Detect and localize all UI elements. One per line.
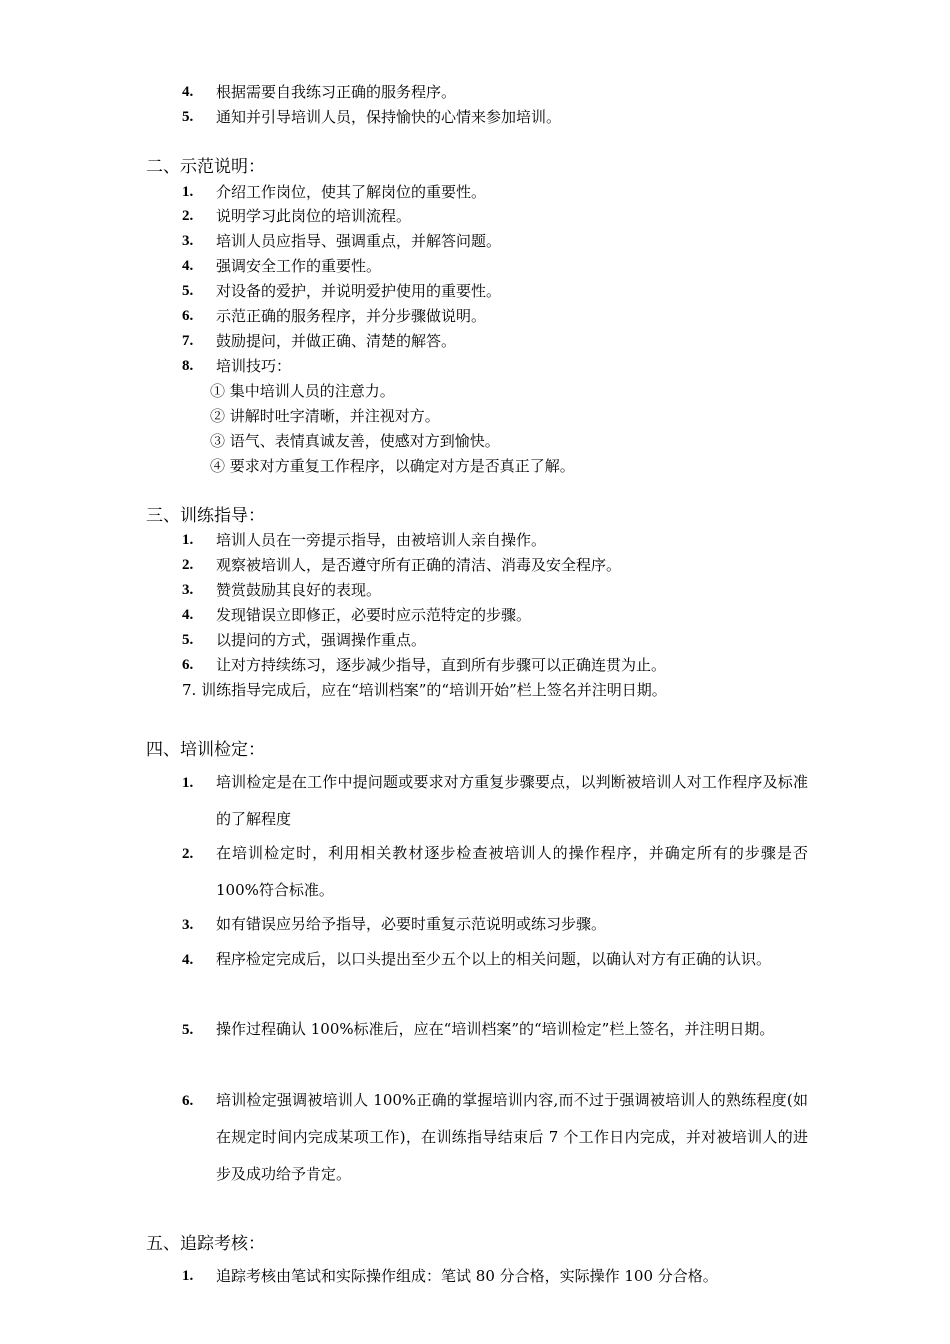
list-text: 说明学习此岗位的培训流程。 <box>216 207 412 225</box>
list-number: 3. <box>182 233 194 249</box>
list-text: 培训技巧： <box>216 357 292 375</box>
list-number: 6. <box>182 657 194 673</box>
list-text: 强调安全工作的重要性。 <box>216 257 382 275</box>
list-text: 操作过程确认 100%标准后，应在“培训档案”的“培训检定”栏上签名，并注明日期。 <box>216 1020 775 1038</box>
list-text: 示范正确的服务程序，并分步骤做说明。 <box>216 307 487 325</box>
section-heading: 四、培训检定： <box>146 740 265 760</box>
list-text: 让对方持续练习，逐步减少指导，直到所有步骤可以正确连贯为止。 <box>216 656 667 674</box>
list-number: 2. <box>182 846 194 862</box>
list-number: 1. <box>182 532 194 548</box>
list-item: 7. 训练指导完成后，应在“培训档案”的“培训开始”栏上签名并注明日期。 <box>182 681 667 699</box>
list-text: 培训检定强调被培训人 100%正确的掌握培训内容,而不过于强调被培训人的熟练程度(如在规定时间内完成某项工作)，在训练指导结束后 7 个工作日内完成，并对被培训人的进步及成功给予肯定。 <box>216 1091 808 1183</box>
tip-item: ② 讲解时吐字清晰，并注视对方。 <box>210 407 440 425</box>
list-number: 5. <box>182 632 194 648</box>
tip-item: ④ 要求对方重复工作程序，以确定对方是否真正了解。 <box>210 457 575 475</box>
list-text: 观察被培训人，是否遵守所有正确的清洁、消毒及安全程序。 <box>216 556 622 574</box>
list-text: 在培训检定时，利用相关教材逐步检查被培训人的操作程序，并确定所有的步骤是否 100%符合标准。 <box>216 844 808 899</box>
list-number: 3. <box>182 917 194 933</box>
list-number: 5. <box>182 283 194 299</box>
list-text: 对设备的爱护，并说明爱护使用的重要性。 <box>216 282 502 300</box>
tip-item: ③ 语气、表情真诚友善，使感对方到愉快。 <box>210 432 500 450</box>
list-text: 介绍工作岗位，使其了解岗位的重要性。 <box>216 183 487 201</box>
list-text: 追踪考核由笔试和实际操作组成：笔试 80 分合格，实际操作 100 分合格。 <box>216 1267 718 1285</box>
list-text: 赞赏鼓励其良好的表现。 <box>216 581 382 599</box>
list-number: 5. <box>182 1022 194 1038</box>
tip-item: ① 集中培训人员的注意力。 <box>210 382 395 400</box>
list-number: 2. <box>182 208 194 224</box>
list-number: 8. <box>182 358 194 374</box>
list-number: 5. <box>182 109 194 125</box>
list-number: 2. <box>182 557 194 573</box>
list-number: 6. <box>182 1093 194 1109</box>
list-text: 以提问的方式，强调操作重点。 <box>216 631 427 649</box>
list-number: 1. <box>182 184 194 200</box>
list-text: 如有错误应另给予指导，必要时重复示范说明或练习步骤。 <box>216 915 607 933</box>
list-text: 培训人员在一旁提示指导，由被培训人亲自操作。 <box>216 531 547 549</box>
list-text: 发现错误立即修正，必要时应示范特定的步骤。 <box>216 606 532 624</box>
list-number: 1. <box>182 1268 194 1284</box>
list-text: 根据需要自我练习正确的服务程序。 <box>216 83 457 101</box>
section-heading: 三、训练指导： <box>146 506 265 526</box>
list-number: 7. <box>182 333 194 349</box>
list-text: 培训检定是在工作中提问题或要求对方重复步骤要点，以判断被培训人对工作程序及标准的了解程度 <box>216 773 808 828</box>
list-text: 程序检定完成后，以口头提出至少五个以上的相关问题，以确认对方有正确的认识。 <box>216 950 772 968</box>
list-number: 4. <box>182 952 194 968</box>
list-number: 4. <box>182 607 194 623</box>
list-number: 3. <box>182 582 194 598</box>
list-text: 通知并引导培训人员，保持愉快的心情来参加培训。 <box>216 108 562 126</box>
list-number: 4. <box>182 258 194 274</box>
section-heading: 五、追踪考核： <box>146 1234 265 1254</box>
list-number: 6. <box>182 308 194 324</box>
list-text: 培训人员应指导、强调重点，并解答问题。 <box>216 232 502 250</box>
list-number: 4. <box>182 84 194 100</box>
section-heading: 二、示范说明： <box>146 157 265 177</box>
list-number: 1. <box>182 775 194 791</box>
list-text: 鼓励提问，并做正确、清楚的解答。 <box>216 332 457 350</box>
